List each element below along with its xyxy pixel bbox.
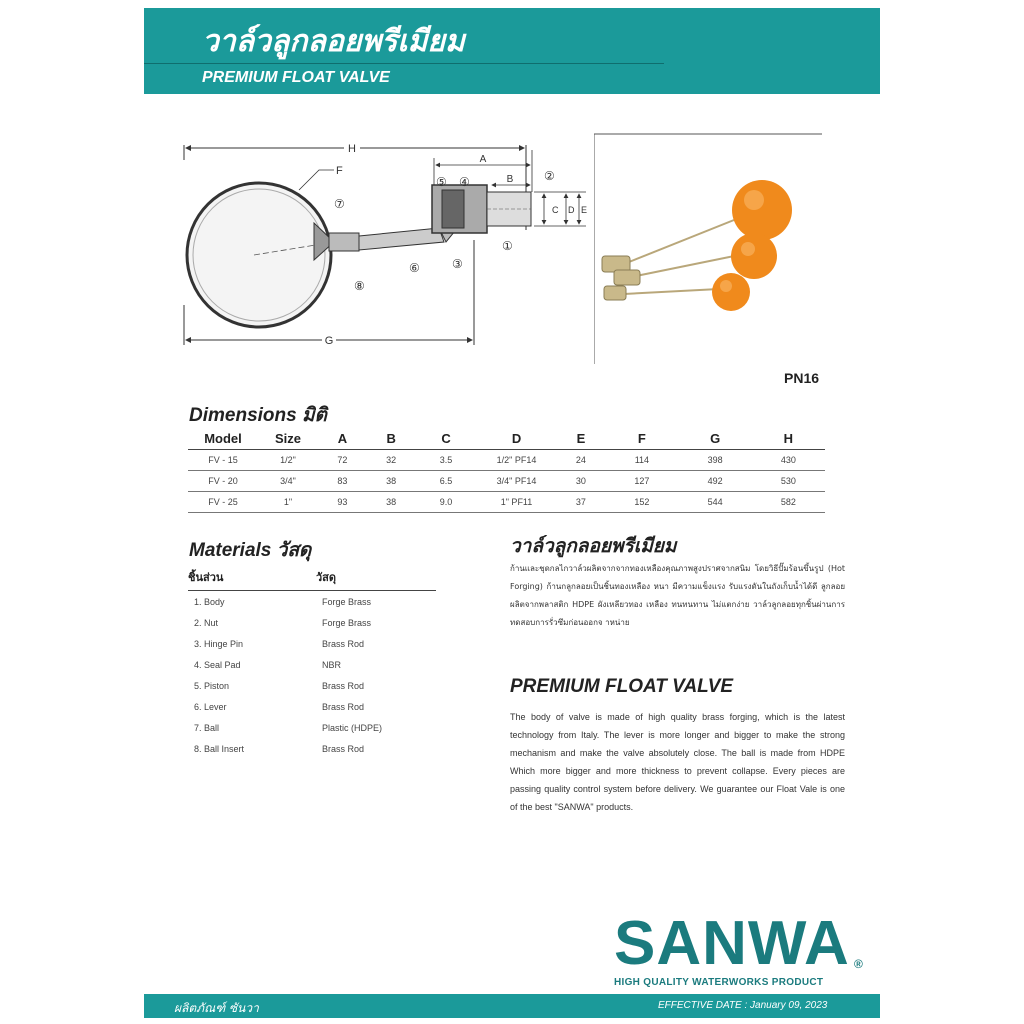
float-ball-medium [731, 233, 777, 279]
cell: 3/4" [258, 471, 318, 492]
dim-label-e: E [581, 205, 588, 215]
list-item [188, 612, 436, 633]
dim-label-g: G [324, 335, 334, 347]
cell: 1/2" PF14 [477, 450, 557, 471]
cell: 3.5 [416, 450, 477, 471]
part-material: Forge Brass [322, 596, 372, 607]
table-row [188, 450, 825, 471]
callout-8: ⑧ [354, 279, 365, 293]
cell: 430 [752, 450, 825, 471]
cell: 1" [258, 492, 318, 513]
valve-technical-drawing [174, 130, 594, 355]
part-name: 1. Body [194, 596, 225, 607]
part-material: Forge Brass [322, 617, 372, 628]
registered-mark: ® [854, 957, 863, 971]
pressure-rating: PN16 [784, 370, 820, 386]
dim-label-b: B [506, 174, 514, 185]
cell: 127 [605, 471, 678, 492]
title-english: PREMIUM FLOAT VALVE [202, 69, 390, 86]
part-name: 7. Ball [194, 722, 220, 733]
col-part: ชิ้นส่วน [188, 572, 224, 584]
cell: 83 [318, 471, 367, 492]
dim-label-d: D [568, 205, 575, 215]
part-material: Plastic (HDPE) [322, 722, 383, 733]
col-d: D [477, 427, 557, 450]
float-ball-large [732, 180, 792, 240]
cell: 30 [557, 471, 606, 492]
callout-5: ⑤ [436, 175, 447, 189]
dimensions-table [188, 427, 825, 513]
part-material: Brass Rod [322, 701, 365, 712]
cell: FV - 25 [188, 492, 258, 513]
part-material: Brass Rod [322, 743, 365, 754]
list-item [188, 591, 436, 612]
part-name: 4. Seal Pad [194, 659, 241, 670]
cell: 6.5 [416, 471, 477, 492]
part-name: 5. Piston [194, 680, 230, 691]
cell: 544 [679, 492, 752, 513]
dim-label-h: H [348, 143, 356, 155]
description-english-text: The body of valve is made of high quality brass forging, which is the latest technology from Italy. The lever is more longer and bigger to make the strong mechanism and make the valve absolutely close. The ball is made from HDPE Which more bigger and more thickness to prevent collapse. Every pieces are passing quality control system before delivery. We guarantee our Float Vale is one of the best "SANWA" products. [510, 712, 845, 812]
part-name: 8. Ball Insert [194, 743, 245, 754]
part-material: NBR [322, 659, 342, 670]
cell: FV - 20 [188, 471, 258, 492]
cell: 93 [318, 492, 367, 513]
list-item [188, 738, 436, 759]
col-b: B [367, 427, 416, 450]
list-item [188, 633, 436, 654]
description-english-title: PREMIUM FLOAT VALVE [510, 676, 734, 697]
cell: FV - 15 [188, 450, 258, 471]
table-row [188, 492, 825, 513]
cell: 1/2" [258, 450, 318, 471]
cell: 398 [679, 450, 752, 471]
col-size: Size [258, 427, 318, 450]
dim-label-c: C [552, 205, 559, 215]
list-item [188, 654, 436, 675]
callout-1: ① [502, 239, 513, 253]
col-g: G [679, 427, 752, 450]
cell: 24 [557, 450, 606, 471]
datasheet-page [144, 8, 880, 1018]
footer-brand-thai: ผลิตภัณฑ์ ซันวา [174, 1001, 259, 1015]
list-item [188, 717, 436, 738]
cell: 152 [605, 492, 678, 513]
product-photo [594, 124, 824, 364]
description-thai-title: วาล์วลูกลอยพรีเมียม [510, 535, 677, 557]
part-name: 2. Nut [194, 617, 219, 628]
title-thai: วาล์วลูกลอยพรีเมียม [202, 24, 465, 59]
cell: 9.0 [416, 492, 477, 513]
cell: 3/4" PF14 [477, 471, 557, 492]
materials-table [188, 568, 436, 759]
cell: 582 [752, 492, 825, 513]
float-ball-small [712, 273, 750, 311]
col-h: H [752, 427, 825, 450]
cell: 114 [605, 450, 678, 471]
cell: 32 [367, 450, 416, 471]
part-material: Brass Rod [322, 638, 365, 649]
cell: 38 [367, 492, 416, 513]
sanwa-logo [614, 909, 874, 988]
cell: 1" PF11 [477, 492, 557, 513]
header-banner [144, 8, 880, 94]
part-material: Brass Rod [322, 680, 365, 691]
col-a: A [318, 427, 367, 450]
cell: 38 [367, 471, 416, 492]
brand-name: SANWA [614, 909, 850, 978]
brand-tagline: HIGH QUALITY WATERWORKS PRODUCT [614, 977, 824, 988]
footer-bar [144, 994, 880, 1018]
cell: 530 [752, 471, 825, 492]
callout-6: ⑥ [409, 261, 420, 275]
materials-title: Materials วัสดุ [189, 540, 312, 561]
cell: 37 [557, 492, 606, 513]
materials-header-row [188, 568, 436, 591]
list-item [188, 675, 436, 696]
dim-label-f: F [336, 165, 343, 177]
callout-7: ⑦ [334, 197, 345, 211]
header-divider [144, 63, 664, 64]
effective-date: EFFECTIVE DATE : January 09, 2023 [658, 1000, 828, 1011]
col-material: วัสดุ [316, 572, 337, 584]
dimensions-title: Dimensions มิติ [189, 405, 327, 426]
dimensions-header-row [188, 427, 825, 450]
col-model: Model [188, 427, 258, 450]
callout-4: ④ [459, 175, 470, 189]
col-f: F [605, 427, 678, 450]
table-row [188, 471, 825, 492]
description-thai-text: ก้านและชุดกลไกวาล์วผลิตจากจากทองเหลืองคุณภาพสูงปราศจากสนิม โดยวิธีปั๊มร้อนขึ้นรูป (Hot Forging) ก้านกลูกลอยเป็นชิ้นทองเหลือง หนา มีความแข็งแรง รับแรงดันในถังเก็บน้ำได้ดี ลูกลอยผลิตจากพลาสติก HDPE ผังเหลียวทอง เหลือง ทนทนทาน ไม่แตกง่าย วาล์วลูกลอยทุกชิ้นผ่านการทดสอบการรั่วซึมก่อนออกจ าหน่าย [510, 564, 845, 627]
col-e: E [557, 427, 606, 450]
part-name: 6. Lever [194, 701, 227, 712]
cell: 492 [679, 471, 752, 492]
callout-2: ② [544, 169, 555, 183]
list-item [188, 696, 436, 717]
float-ball-outline [187, 183, 331, 327]
dim-label-a: A [479, 154, 487, 165]
cell: 72 [318, 450, 367, 471]
callout-3: ③ [452, 257, 463, 271]
col-c: C [416, 427, 477, 450]
part-name: 3. Hinge Pin [194, 638, 244, 649]
